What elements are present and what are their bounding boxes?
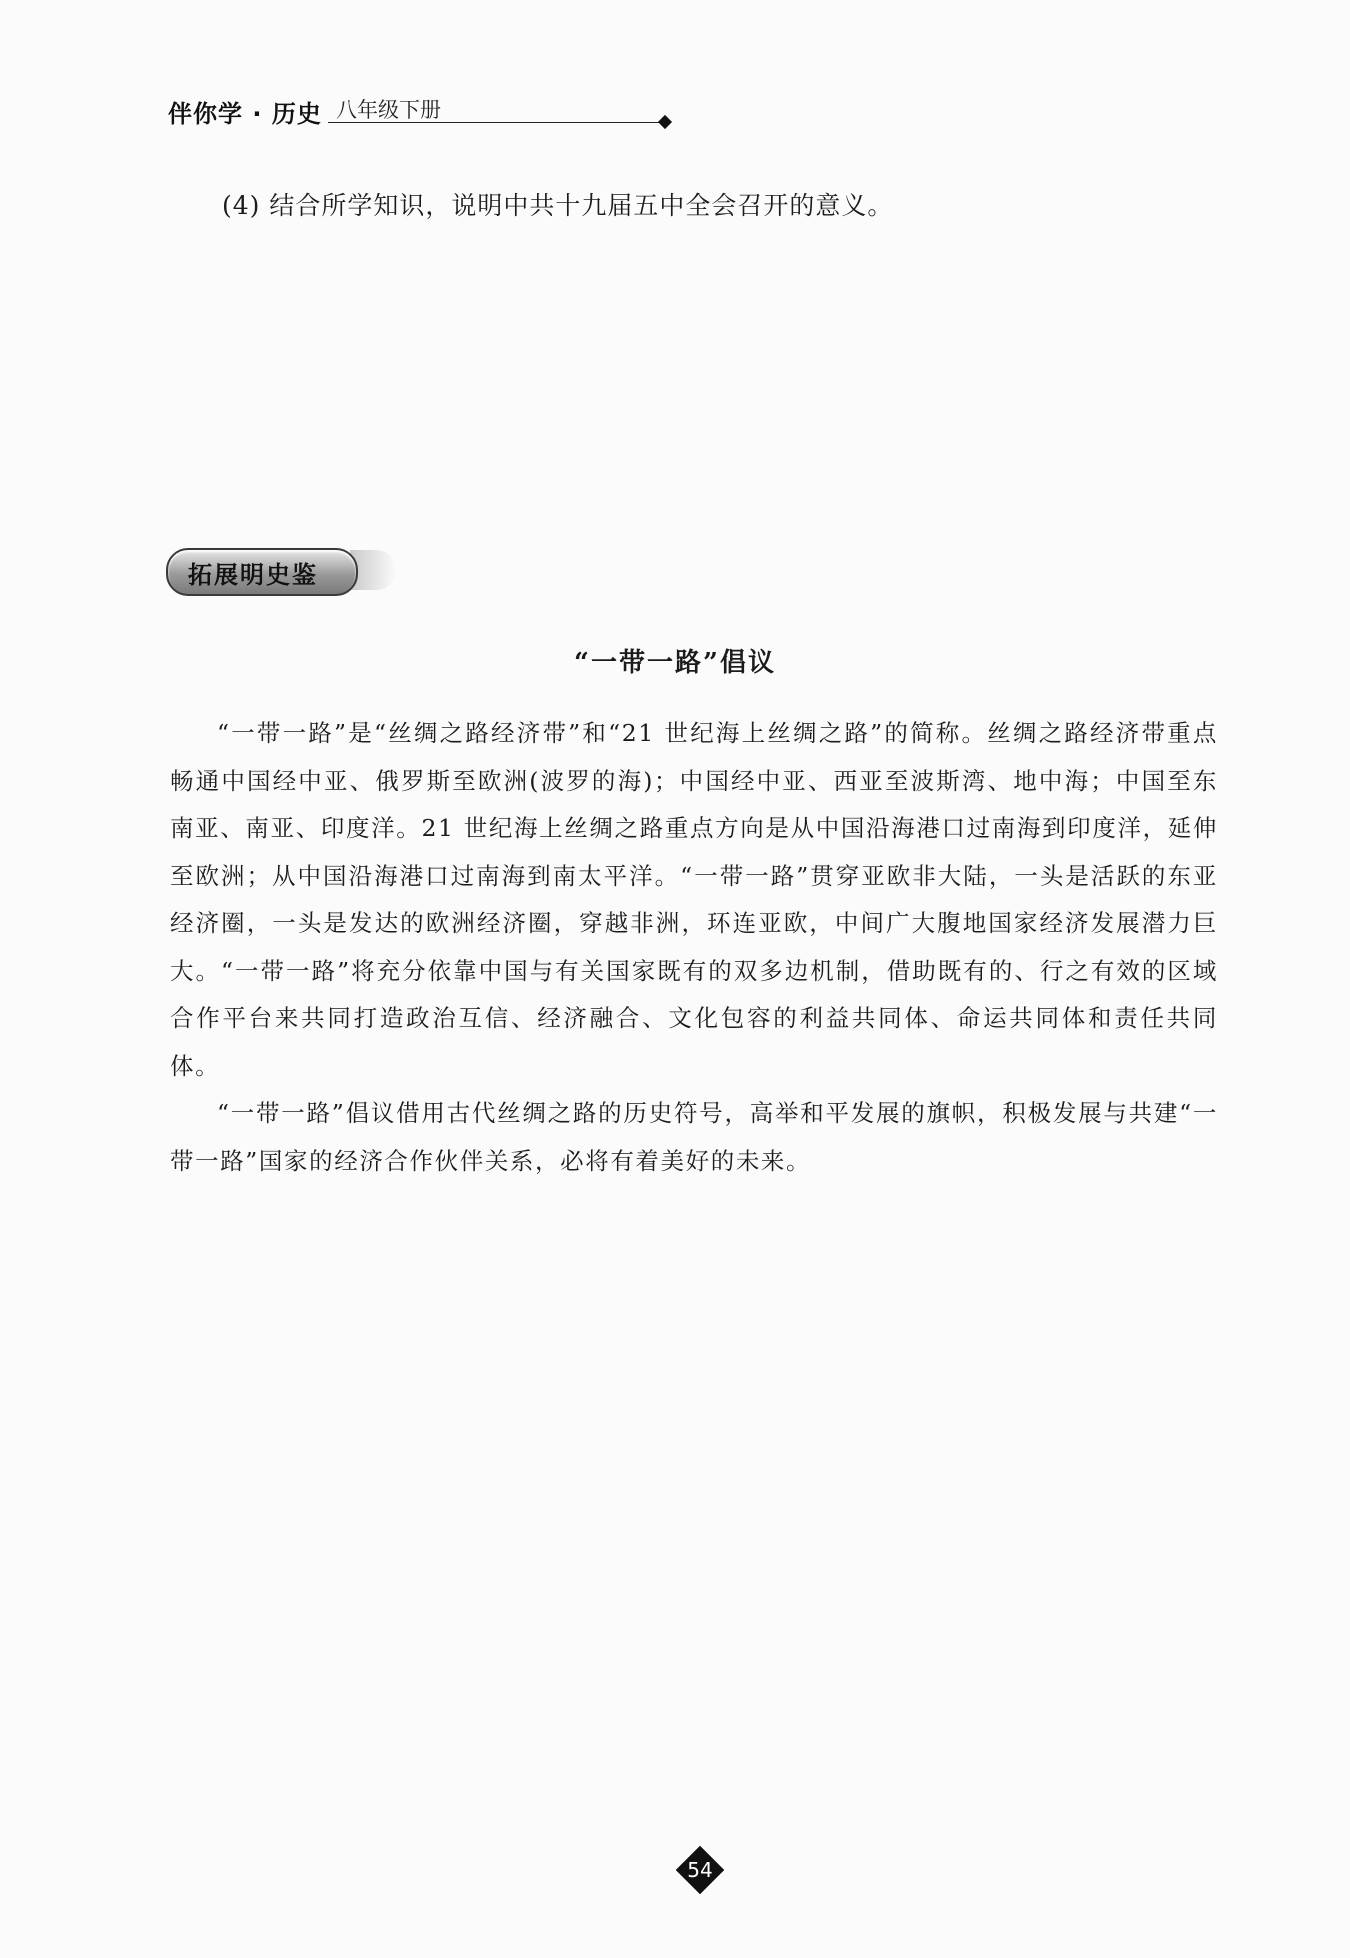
page-number: 54 — [687, 1858, 713, 1882]
article-paragraph: “一带一路”倡议借用古代丝绸之路的历史符号，高举和平发展的旗帜，积极发展与共建“一带一路”国家的经济合作伙伴关系，必将有着美好的未来。 — [170, 1099, 1218, 1175]
question-4: (4) 结合所学知识，说明中共十九届五中全会召开的意义。 — [222, 191, 894, 220]
article-paragraph: “一带一路”是“丝绸之路经济带”和“21 世纪海上丝绸之路”的简称。丝绸之路经济带重点畅通中国经中亚、俄罗斯至欧洲(波罗的海)；中国经中亚、西亚至波斯湾、地中海；中国至东南亚、南亚、印度洋。21 世纪海上丝绸之路重点方向是从中国沿海港口过南海到印度洋，延伸至欧洲；从中国沿海港口过南海到南太平洋。“一带一路”贯穿亚欧非大陆，一头是活跃的东亚经济圈，一头是发达的欧洲经济圈，穿越非洲，环连亚欧，中间广大腹地国家经济发展潜力巨大。“一带一路”将充分依靠中国与有关国家既有的双多边机制，借助既有的、行之有效的区域合作平台来共同打造政治互信、经济融合、文化包容的利益共同体、命运共同体和责任共同体。 — [170, 719, 1218, 1080]
diamond-icon — [658, 115, 672, 129]
page-number-badge — [678, 1848, 722, 1892]
header-rule — [328, 122, 662, 123]
section-badge-label: 拓展明史鉴 — [188, 561, 318, 589]
grade-label: 八年级下册 — [336, 98, 441, 122]
article-title: “一带一路”倡议 — [574, 648, 776, 678]
book-title: 伴你学 · 历史 — [168, 100, 322, 128]
article-body — [170, 710, 1218, 1185]
section-badge — [166, 548, 396, 594]
running-header — [168, 92, 508, 132]
